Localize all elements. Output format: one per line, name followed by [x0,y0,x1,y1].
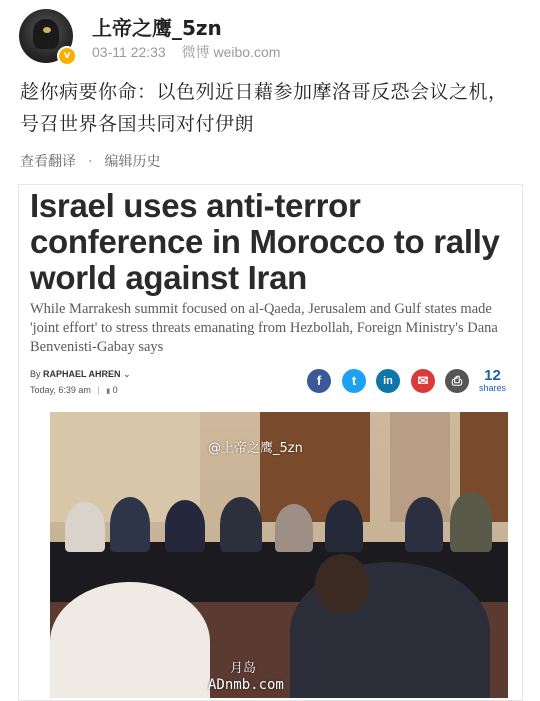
print-icon: ⎙ [445,369,469,393]
post-text: 趁你病要你命：以色列近日藉参加摩洛哥反恐会议之机，号召世界各国共同对付伊朗 [20,81,508,135]
article-dateline [30,385,118,395]
post-time: 03-11 22:33 [92,44,166,60]
comment-count: 0 [112,385,118,395]
photo-delegate [110,497,150,552]
chevron-down-icon: ⌄ [123,369,131,379]
conference-photo [50,412,508,698]
linkedin-icon: in [376,369,400,393]
translate-link[interactable]: 查看翻译 [20,154,76,170]
actions-separator: · [88,154,93,170]
site-watermark-cn: 月岛 [230,661,257,676]
share-count-label: shares [479,383,507,393]
site-watermark: ADnmb.com [208,677,284,693]
photo-delegate [325,500,363,552]
post-actions [20,151,160,171]
byline-prefix: By [30,369,41,379]
verified-badge-icon: v [57,46,77,66]
photo-foreground-head [315,554,369,614]
email-icon: ✉ [411,369,435,393]
photo-delegate [65,502,105,552]
photo-delegate [405,497,443,552]
comment-icon: ▮ [106,388,111,395]
article-byline [30,369,131,380]
comment-separator: | [97,385,100,395]
edit-history-link[interactable]: 编辑历史 [104,154,161,170]
post-meta [92,42,292,62]
eagle-avatar-image [33,19,59,49]
author-name: RAPHAEL AHREN [43,369,121,379]
twitter-icon: t [342,369,366,393]
weibo-watermark: @上帝之鹰_5zn [208,441,303,456]
photo-delegate [165,500,205,552]
eagle-beak [43,27,51,33]
article-headline: Israel uses anti-terror conference in Morocco to rally world against Iran [30,187,500,296]
article-date: Today, 6:39 am [30,385,91,395]
photo-delegate [220,497,262,552]
post-source: 微博 weibo.com [181,44,281,60]
share-count-number: 12 [484,367,501,384]
share-count [479,368,506,393]
photo-delegate [450,492,492,552]
photo-foreground-delegate-white [50,582,210,698]
facebook-icon: f [307,369,331,393]
article-subheading: While Marrakesh summit focused on al-Qaeda, Jerusalem and Gulf states made 'joint effort' to stress threats emanating from Hezbollah, Foreign Ministry's Dana Benvenisti-Gabay says [30,301,498,355]
username[interactable]: 上帝之鹰_5zn [92,16,222,40]
photo-delegate [275,504,313,552]
